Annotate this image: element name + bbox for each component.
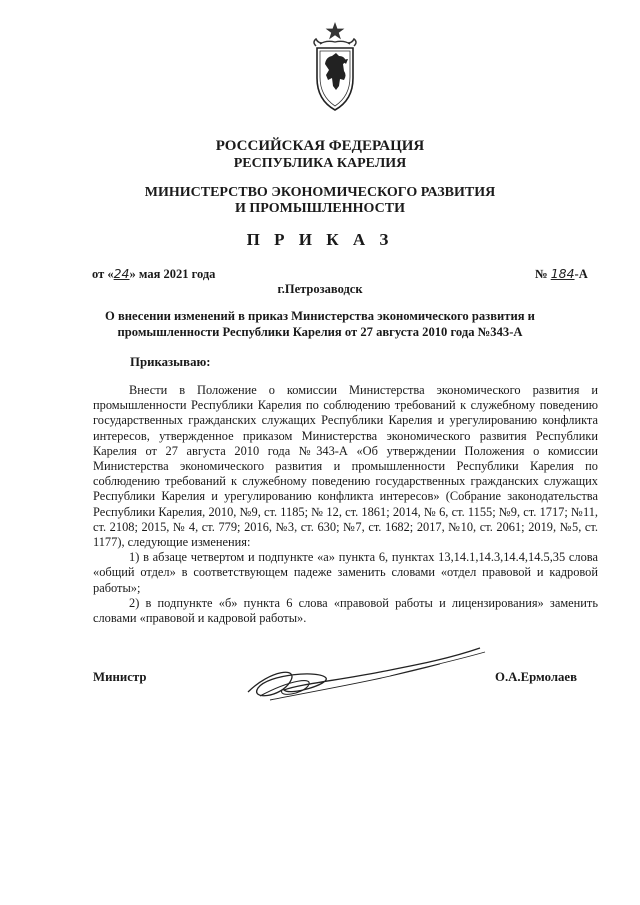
star-icon bbox=[326, 22, 345, 39]
body-paragraph-item-1: 1) в абзаце четвертом и подпункте «а» пункта 6, пунктах 13,14.1,14.3,14.4,14.5,35 слова «общий отдел» в соответствующем падеже заменить словами «отдел правовой и кадровой работы»; bbox=[93, 550, 598, 595]
signature-position: Министр bbox=[93, 670, 147, 684]
document-date bbox=[92, 266, 215, 282]
document-number bbox=[535, 266, 588, 282]
subject-line-1: О внесении изменений в приказ Министерства экономического развития и bbox=[105, 309, 535, 323]
number-handwritten: 184 bbox=[550, 266, 575, 281]
subject-line-2: промышленности Республики Карелия от 27 августа 2010 года №343-А bbox=[117, 325, 523, 339]
number-suffix: -А bbox=[574, 267, 588, 281]
date-prefix: от « bbox=[92, 267, 114, 281]
ministry-heading-line1: МИНИСТЕРСТВО ЭКОНОМИЧЕСКОГО РАЗВИТИЯ bbox=[144, 185, 496, 200]
signature-name: О.А.Ермолаев bbox=[495, 670, 577, 684]
handwritten-signature bbox=[230, 640, 490, 710]
city-label: г.Петрозаводск bbox=[277, 282, 363, 296]
document-type-title: П Р И К А З bbox=[246, 230, 394, 249]
ministry-heading-line2: И ПРОМЫШЛЕННОСТИ bbox=[235, 201, 405, 216]
number-prefix: № bbox=[535, 267, 551, 281]
date-suffix: » мая 2021 года bbox=[129, 267, 216, 281]
country-heading: РОССИЙСКАЯ ФЕДЕРАЦИЯ bbox=[215, 138, 425, 154]
body-paragraph-item-2: 2) в подпункте «б» пункта 6 слова «правовой работы и лицензирования» заменить словами «правовой и кадровой работы». bbox=[93, 595, 598, 626]
republic-heading: РЕСПУБЛИКА КАРЕЛИЯ bbox=[233, 156, 407, 171]
order-word: Приказываю: bbox=[130, 355, 211, 369]
document-body bbox=[93, 383, 598, 626]
body-paragraph-main: Внести в Положение о комиссии Министерства экономического развития и промышленности Республики Карелия по соблюдению требований к служебному поведению государственных гражданских служащих Республики Карелия и урегулированию конфликта интересов, утвержденное приказом Министерства экономического развития Республики Карелия от 27 августа 2010 года №343-А «Об утверждении Положения о комиссии Министерства экономического развития и промышленности Республики Карелия по соблюдению требований к служебному поведению государственных гражданских служащих Республики Карелия и урегулированию конфликта интересов» (Собрание законодательства Республики Карелия, 2010, №9, ст. 1185; № 12, ст. 1861; 2014, № 6, ст. 1155; №9, ст. 1717; №11, ст. 2108; 2015, № 4, ст. 779; 2016, №3, ст. 630; №7, ст. 1682; 2017, №10, ст. 2061; 2019, №5, ст. 1177), следующие изменения: bbox=[93, 383, 598, 550]
date-day-handwritten: 24 bbox=[113, 266, 130, 281]
coat-of-arms-emblem bbox=[306, 20, 364, 114]
